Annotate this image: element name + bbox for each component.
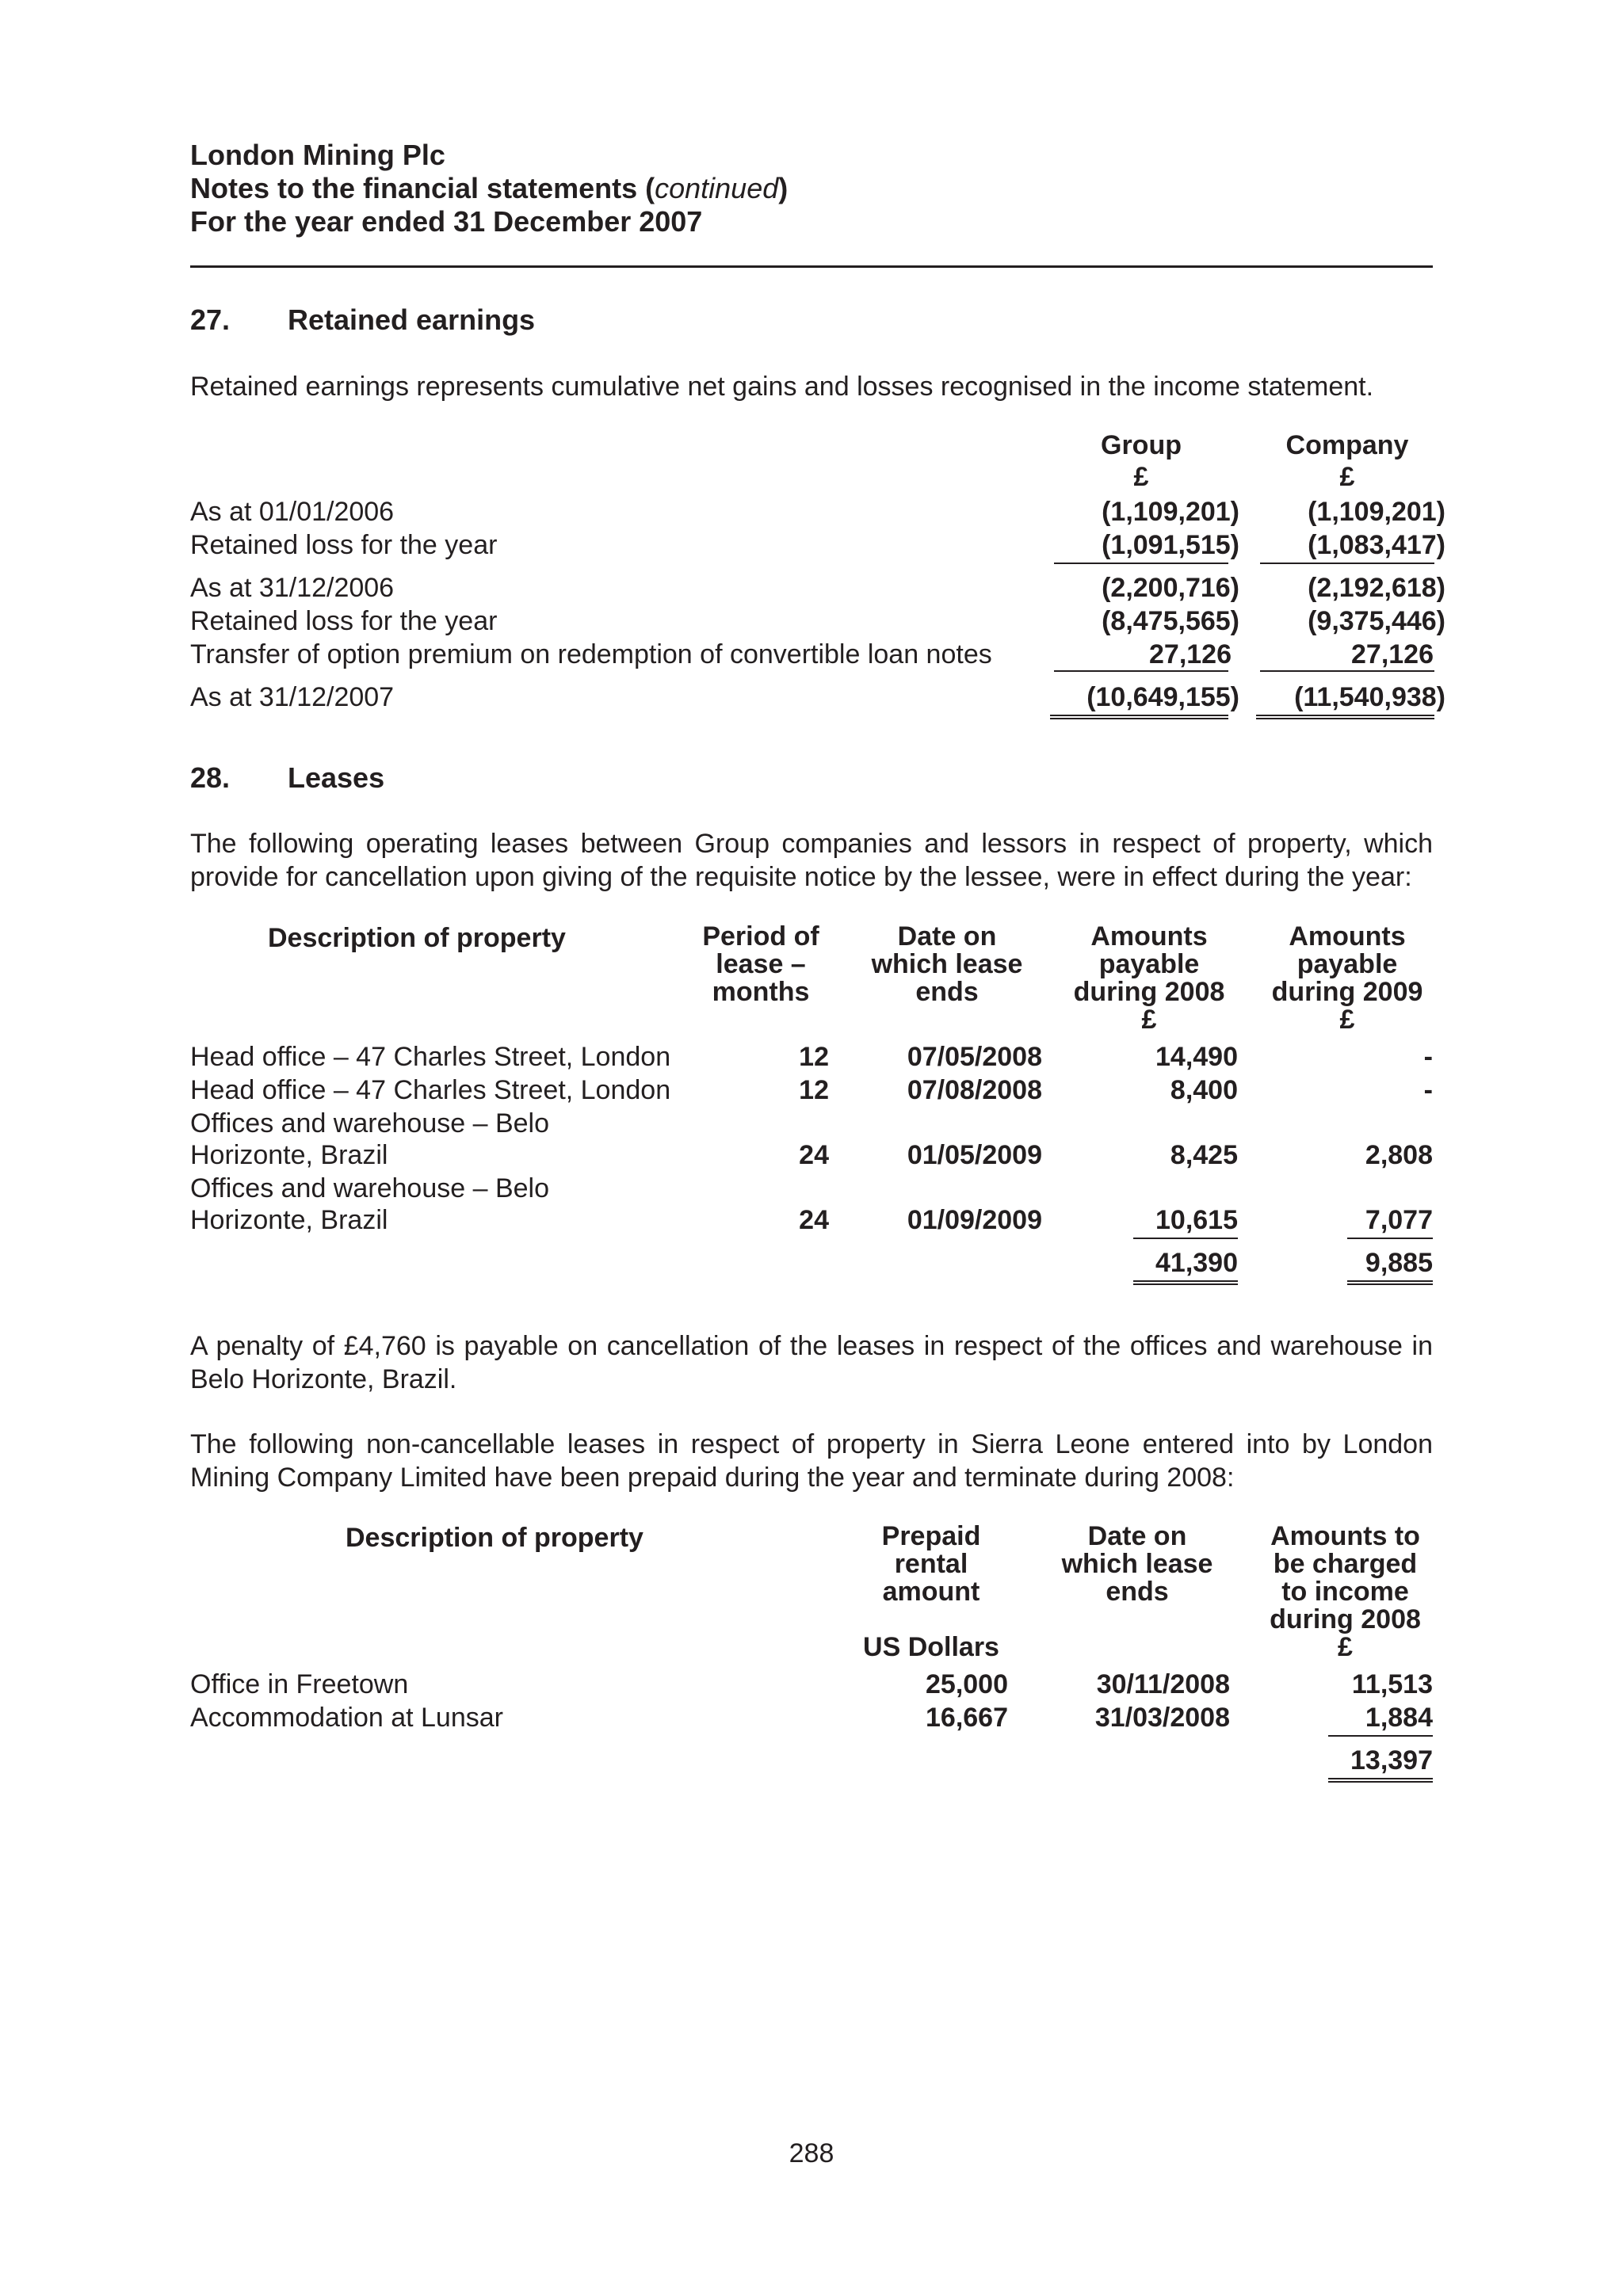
subtotal-rule (1328, 1735, 1433, 1737)
t2-row-charged: 1,884 (1365, 1703, 1433, 1733)
re-row-label: Transfer of option premium on redemption of convertible loan notes (190, 639, 992, 669)
re-row-company: (11,540,938) (1294, 682, 1445, 712)
total-double-rule (1347, 1280, 1433, 1285)
re-row-company: (1,083,417) (1308, 530, 1445, 560)
section-28-intro: The following operating leases between Group companies and lessors in respect of property, which provide for cancellation upon giving of the requisite notice by the lessee, were in effect during the year: (190, 829, 1433, 892)
t2-header-description: Description of property (346, 1523, 643, 1553)
period-title: For the year ended 31 December 2007 (190, 205, 703, 238)
section-28-number: 28. (190, 761, 231, 794)
re-row-group: (10,649,155) (1086, 682, 1239, 712)
company-column-header: Company £ (1285, 430, 1409, 492)
t2-header-charged: Amounts to be charged to income during 2008 £ (1270, 1521, 1421, 1662)
re-row-group: (1,109,201) (1102, 497, 1239, 527)
t2-row-charged: 11,513 (1351, 1669, 1433, 1699)
t1-total-amt2008: 41,390 (1155, 1248, 1238, 1278)
t1-header-amt2008: Amounts payable during 2008 £ (1073, 921, 1225, 1035)
t1-row-date: 01/09/2009 (907, 1205, 1042, 1235)
t1-row-description-cont: Horizonte, Brazil (190, 1205, 388, 1235)
company-name: London Mining Plc (190, 139, 445, 171)
t2-header-prepaid: Prepaid rental amount US Dollars (863, 1521, 999, 1662)
t1-row-amt2008: 10,615 (1155, 1205, 1238, 1235)
t1-total-amt2009: 9,885 (1365, 1248, 1433, 1278)
document-header (190, 139, 788, 238)
subtotal-rule (1260, 670, 1434, 672)
re-row-group: (1,091,515) (1102, 530, 1239, 560)
t2-total-charged: 13,397 (1350, 1745, 1433, 1775)
t1-row-amt2008: 8,400 (1170, 1075, 1238, 1105)
section-27-number: 27. (190, 303, 231, 336)
subtotal-rule (1054, 670, 1228, 672)
re-row-company: (9,375,446) (1308, 606, 1445, 636)
t1-row-months: 24 (799, 1140, 829, 1170)
t1-row-amt2009: 7,077 (1365, 1205, 1433, 1235)
re-row-label: Retained loss for the year (190, 606, 498, 636)
t1-row-description: Offices and warehouse – Belo (190, 1173, 549, 1203)
t1-row-months: 12 (799, 1042, 829, 1072)
total-double-rule (1133, 1280, 1238, 1285)
t1-row-description-cont: Horizonte, Brazil (190, 1140, 388, 1170)
total-double-rule (1256, 715, 1434, 719)
penalty-paragraph: A penalty of £4,760 is payable on cancellation of the leases in respect of the offices and warehouse in Belo Horizonte, Brazil. (190, 1331, 1433, 1394)
header-rule (190, 265, 1433, 268)
re-row-label: As at 01/01/2006 (190, 497, 395, 527)
t1-header-amt2009: Amounts payable during 2009 £ (1271, 921, 1423, 1035)
t1-row-amt2009: - (1423, 1075, 1433, 1105)
t1-row-amt2008: 14,490 (1155, 1042, 1238, 1072)
group-column-header: Group £ (1101, 430, 1182, 492)
notes-title: Notes to the financial statements (continued) (190, 172, 789, 204)
page-number: 288 (789, 2138, 834, 2168)
t2-row-description: Accommodation at Lunsar (190, 1703, 503, 1733)
t1-row-date: 07/08/2008 (907, 1075, 1042, 1105)
re-row-group: (8,475,565) (1102, 606, 1239, 636)
t1-header-description: Description of property (268, 923, 566, 953)
t2-row-date: 30/11/2008 (1096, 1669, 1230, 1699)
t1-row-months: 12 (799, 1075, 829, 1105)
t1-row-months: 24 (799, 1205, 829, 1235)
re-row-company: (2,192,618) (1308, 573, 1445, 603)
re-row-label: As at 31/12/2007 (190, 682, 395, 712)
total-double-rule (1328, 1778, 1433, 1783)
t1-row-description: Head office – 47 Charles Street, London (190, 1075, 671, 1105)
section-28-title: Leases (288, 761, 385, 794)
re-row-group: (2,200,716) (1102, 573, 1239, 603)
section-27-title: Retained earnings (288, 303, 536, 336)
re-row-label: Retained loss for the year (190, 530, 498, 560)
t1-row-date: 01/05/2009 (907, 1140, 1042, 1170)
t1-row-date: 07/05/2008 (907, 1042, 1042, 1072)
section-27-intro: Retained earnings represents cumulative net gains and losses recognised in the income statement. (190, 372, 1374, 402)
t2-row-prepaid: 25,000 (926, 1669, 1008, 1699)
subtotal-rule (1133, 1238, 1238, 1239)
re-row-label: As at 31/12/2006 (190, 573, 395, 603)
re-row-group: 27,126 (1149, 639, 1232, 669)
t1-row-description: Head office – 47 Charles Street, London (190, 1042, 671, 1072)
subtotal-rule (1260, 563, 1434, 564)
t1-header-period: Period of lease – months (702, 921, 819, 1007)
noncancellable-paragraph: The following non-cancellable leases in respect of property in Sierra Leone entered into by London Mining Company Limited have been prepaid during the year and terminate during 2008: (190, 1429, 1433, 1493)
t1-header-date: Date on which lease ends (871, 921, 1023, 1007)
subtotal-rule (1054, 563, 1228, 564)
t1-row-amt2009: 2,808 (1365, 1140, 1433, 1170)
t1-row-amt2009: - (1423, 1042, 1433, 1072)
t1-row-description: Offices and warehouse – Belo (190, 1108, 549, 1138)
t2-header-date: Date on which lease ends (1061, 1521, 1213, 1607)
re-row-company: 27,126 (1351, 639, 1434, 669)
total-double-rule (1050, 715, 1228, 719)
t1-row-amt2008: 8,425 (1170, 1140, 1238, 1170)
t2-row-prepaid: 16,667 (926, 1703, 1008, 1733)
re-row-company: (1,109,201) (1308, 497, 1445, 527)
t2-row-date: 31/03/2008 (1094, 1703, 1230, 1733)
t2-row-description: Office in Freetown (190, 1669, 409, 1699)
subtotal-rule (1347, 1238, 1433, 1239)
